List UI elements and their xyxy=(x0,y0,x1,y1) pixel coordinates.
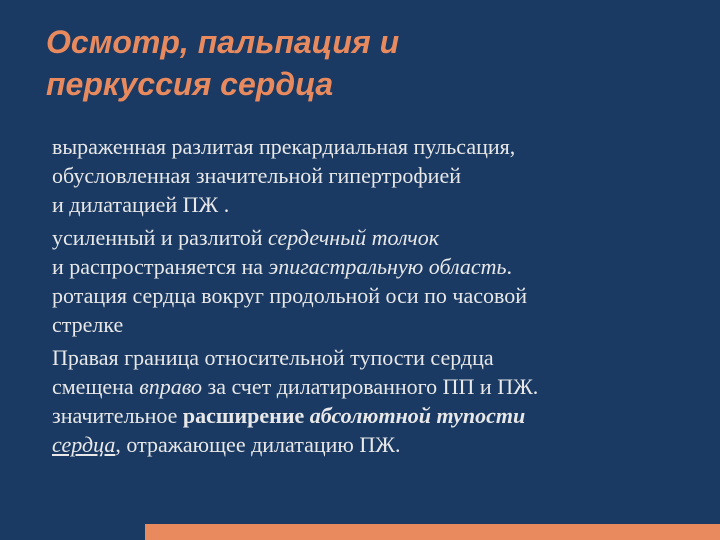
text-line xyxy=(52,372,712,401)
text-line xyxy=(52,223,712,252)
bold-italic-text: абсолютной тупости xyxy=(309,403,526,428)
text-line: стрелке xyxy=(52,312,124,337)
text-run: и распространяется на xyxy=(52,254,269,279)
text-line: ротация сердца вокруг продольной оси по часовой xyxy=(52,283,527,308)
emphasis-text: сердца xyxy=(52,432,116,457)
paragraph-apex-beat xyxy=(52,223,712,339)
text-line xyxy=(52,252,712,281)
emphasis-text: сердечный толчок xyxy=(267,225,440,250)
text-line xyxy=(52,401,712,430)
title-line-1: Осмотр, пальпация и xyxy=(46,24,400,60)
text-run: за счет дилатированного ПП и ПЖ. xyxy=(202,374,539,399)
text-line: обусловленная значительной гипертрофией xyxy=(52,163,461,188)
text-line xyxy=(52,430,712,459)
text-line: и дилатацией ПЖ . xyxy=(52,192,230,217)
paragraph-pulsation xyxy=(52,132,712,219)
text-run: . xyxy=(506,254,512,279)
emphasis-text: вправо xyxy=(139,374,203,399)
emphasis-text: эпигастральную область xyxy=(268,254,507,279)
slide-body xyxy=(52,132,712,463)
footer-bar-cap xyxy=(0,524,145,540)
text-run: смещена xyxy=(52,374,140,399)
text-run: значительное xyxy=(52,403,183,428)
paragraph-right-border xyxy=(52,343,712,459)
accent-footer-bar xyxy=(145,524,720,540)
slide-title xyxy=(46,22,706,105)
text-line: Правая граница относительной тупости сердца xyxy=(52,345,494,370)
title-line-2: перкуссия сердца xyxy=(46,65,334,102)
text-run: , отражающее дилатацию ПЖ. xyxy=(115,432,401,457)
text-line: выраженная разлитая прекардиальная пульсация, xyxy=(52,134,516,159)
text-run: усиленный и разлитой xyxy=(52,225,268,250)
bold-text: расширение xyxy=(182,403,305,428)
